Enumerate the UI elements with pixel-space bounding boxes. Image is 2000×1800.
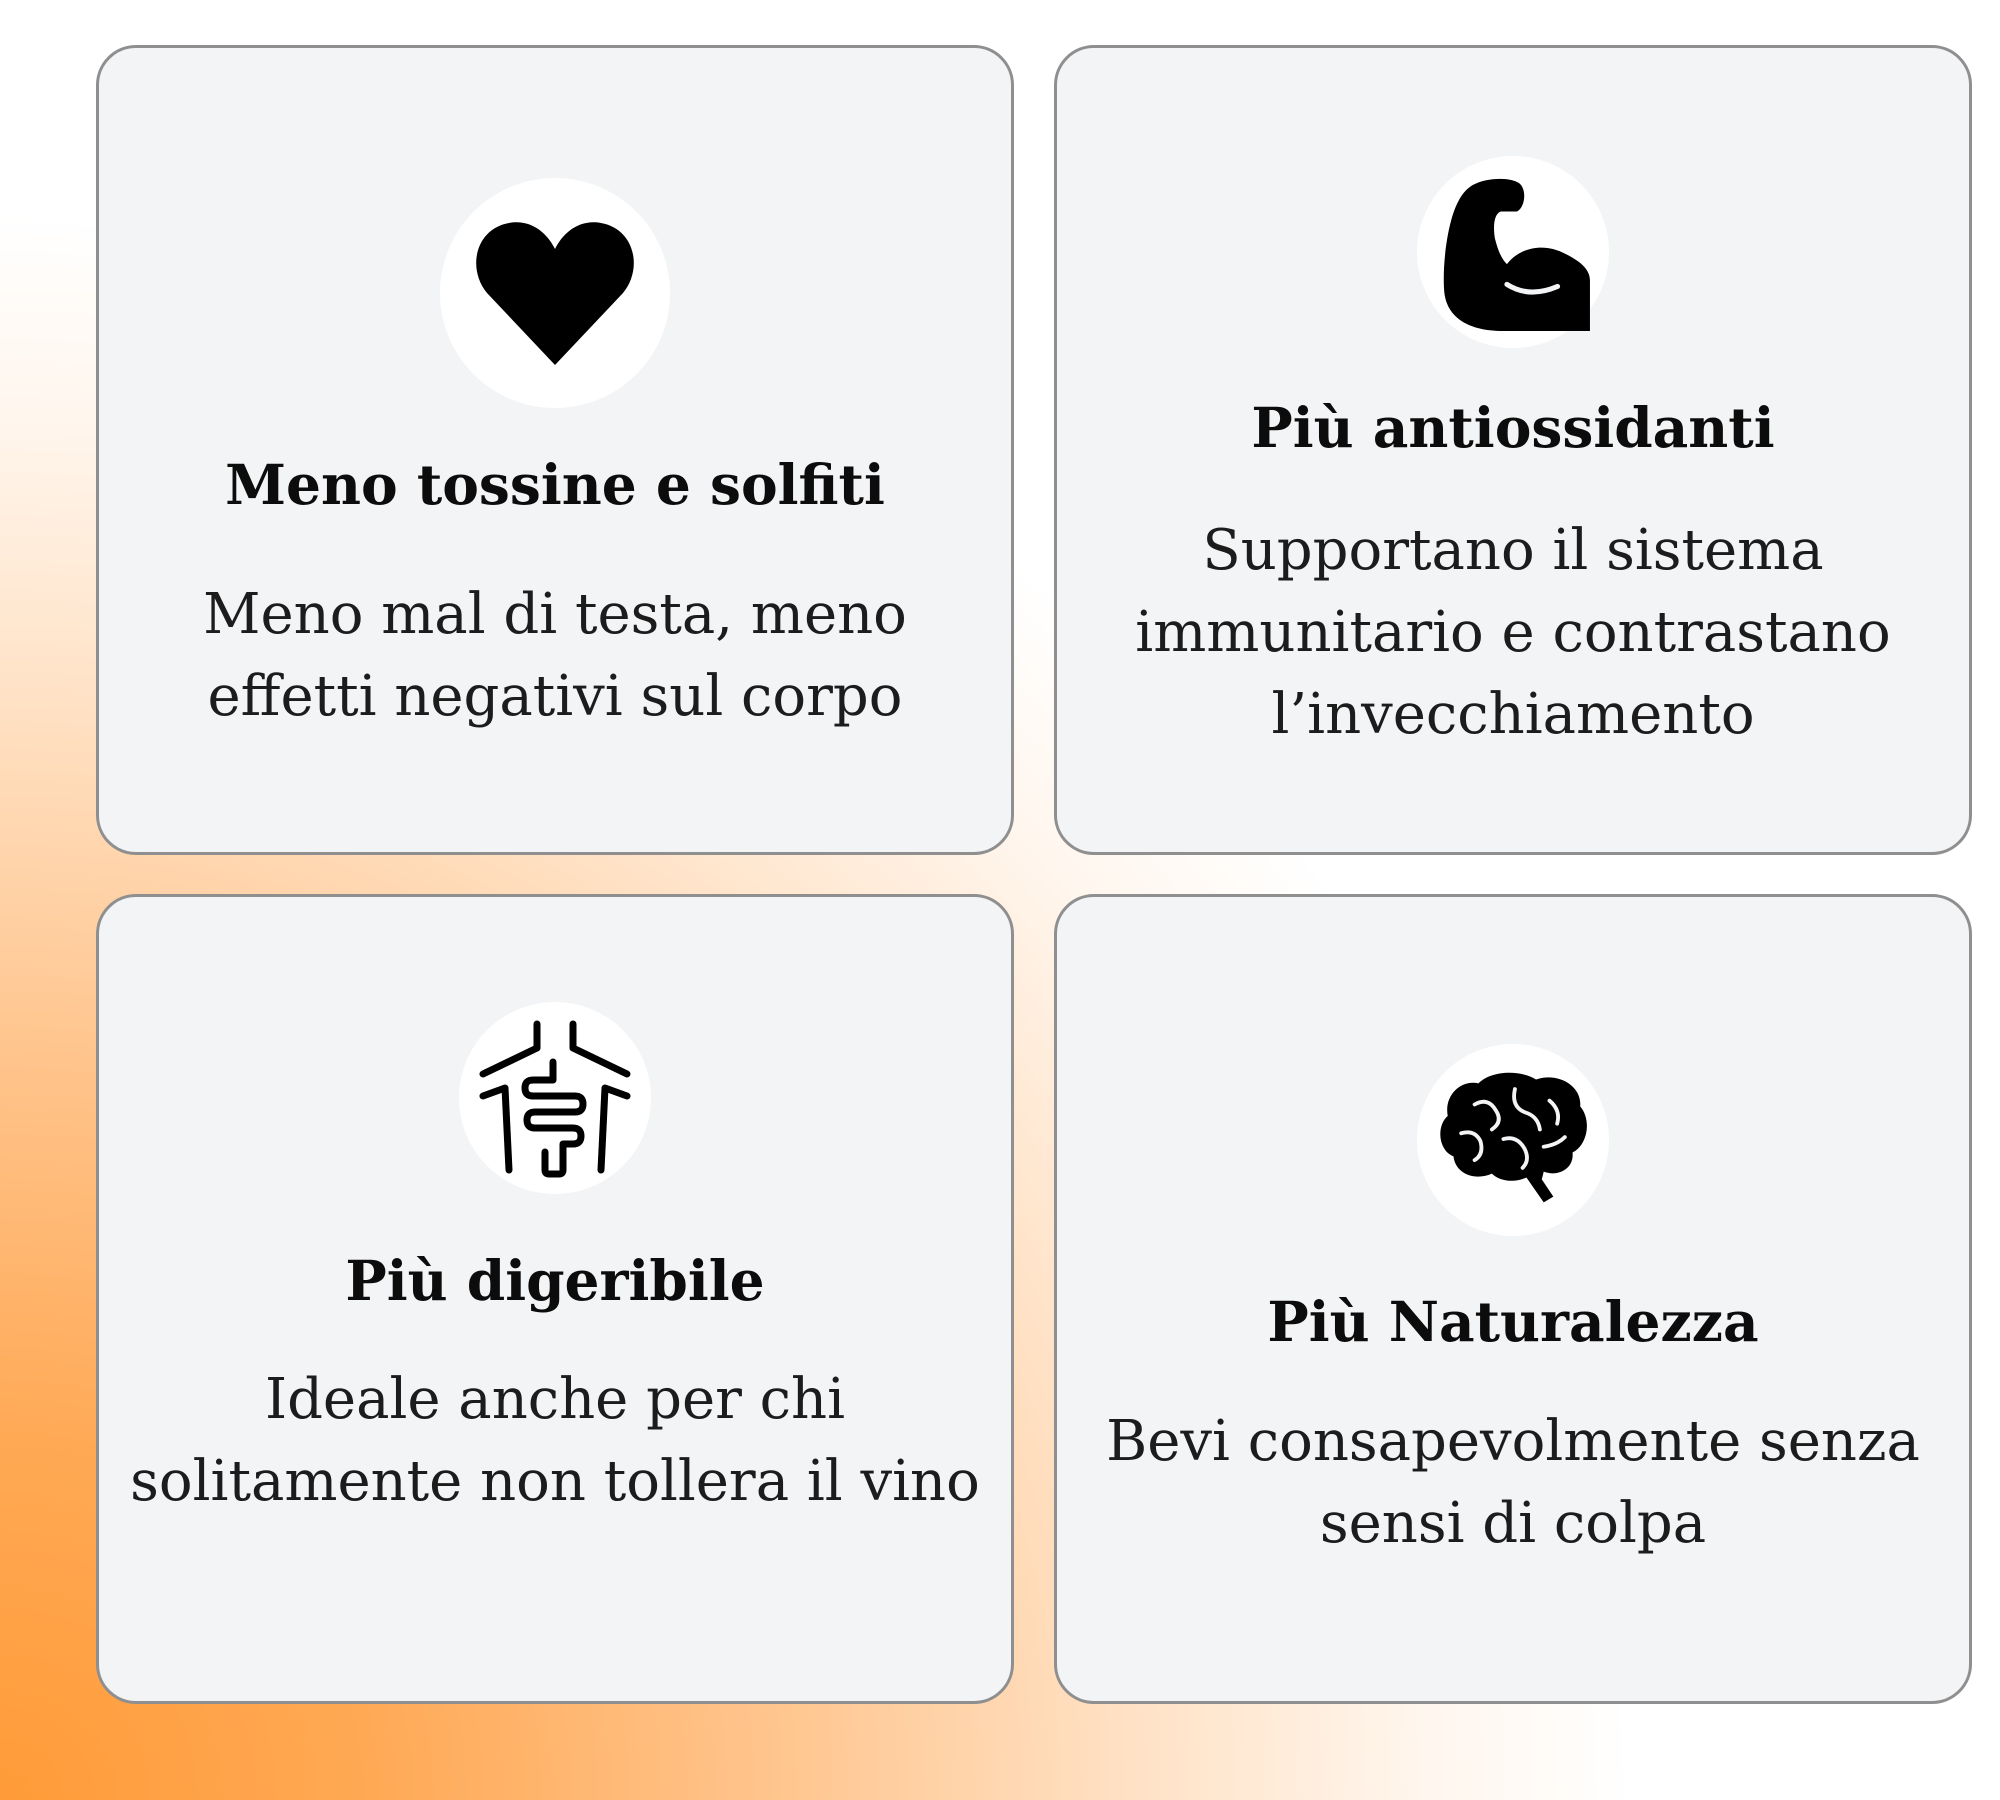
benefit-card-toxins	[96, 45, 1014, 855]
benefit-card-naturalness	[1054, 894, 1972, 1704]
flexed-biceps-icon-circle	[1417, 156, 1609, 348]
benefit-card-digestible	[96, 894, 1014, 1704]
brain-icon	[1435, 1068, 1591, 1212]
card-description: Meno mal di testa, meno effetti negativi sul corpo	[203, 582, 907, 729]
brain-icon-circle	[1417, 1044, 1609, 1236]
card-title: Più antiossidanti	[1251, 395, 1775, 460]
heart-icon-circle	[440, 178, 670, 408]
card-title: Più Naturalezza	[1267, 1289, 1759, 1354]
intestine-icon-circle	[459, 1002, 651, 1194]
card-description: Bevi consapevolmente senza sensi di colpa	[1106, 1409, 1920, 1556]
card-description: Ideale anche per chi solitamente non tollera il vino	[130, 1367, 980, 1514]
intestine-icon	[475, 1018, 635, 1178]
flexed-biceps-icon	[1432, 171, 1594, 333]
heart-icon	[475, 219, 635, 367]
card-title: Più digeribile	[345, 1248, 765, 1313]
card-description: Supportano il sistema immunitario e contrastano l’invecchiamento	[1135, 518, 1891, 747]
card-title: Meno tossine e solfiti	[225, 452, 885, 517]
benefit-card-antioxidants	[1054, 45, 1972, 855]
